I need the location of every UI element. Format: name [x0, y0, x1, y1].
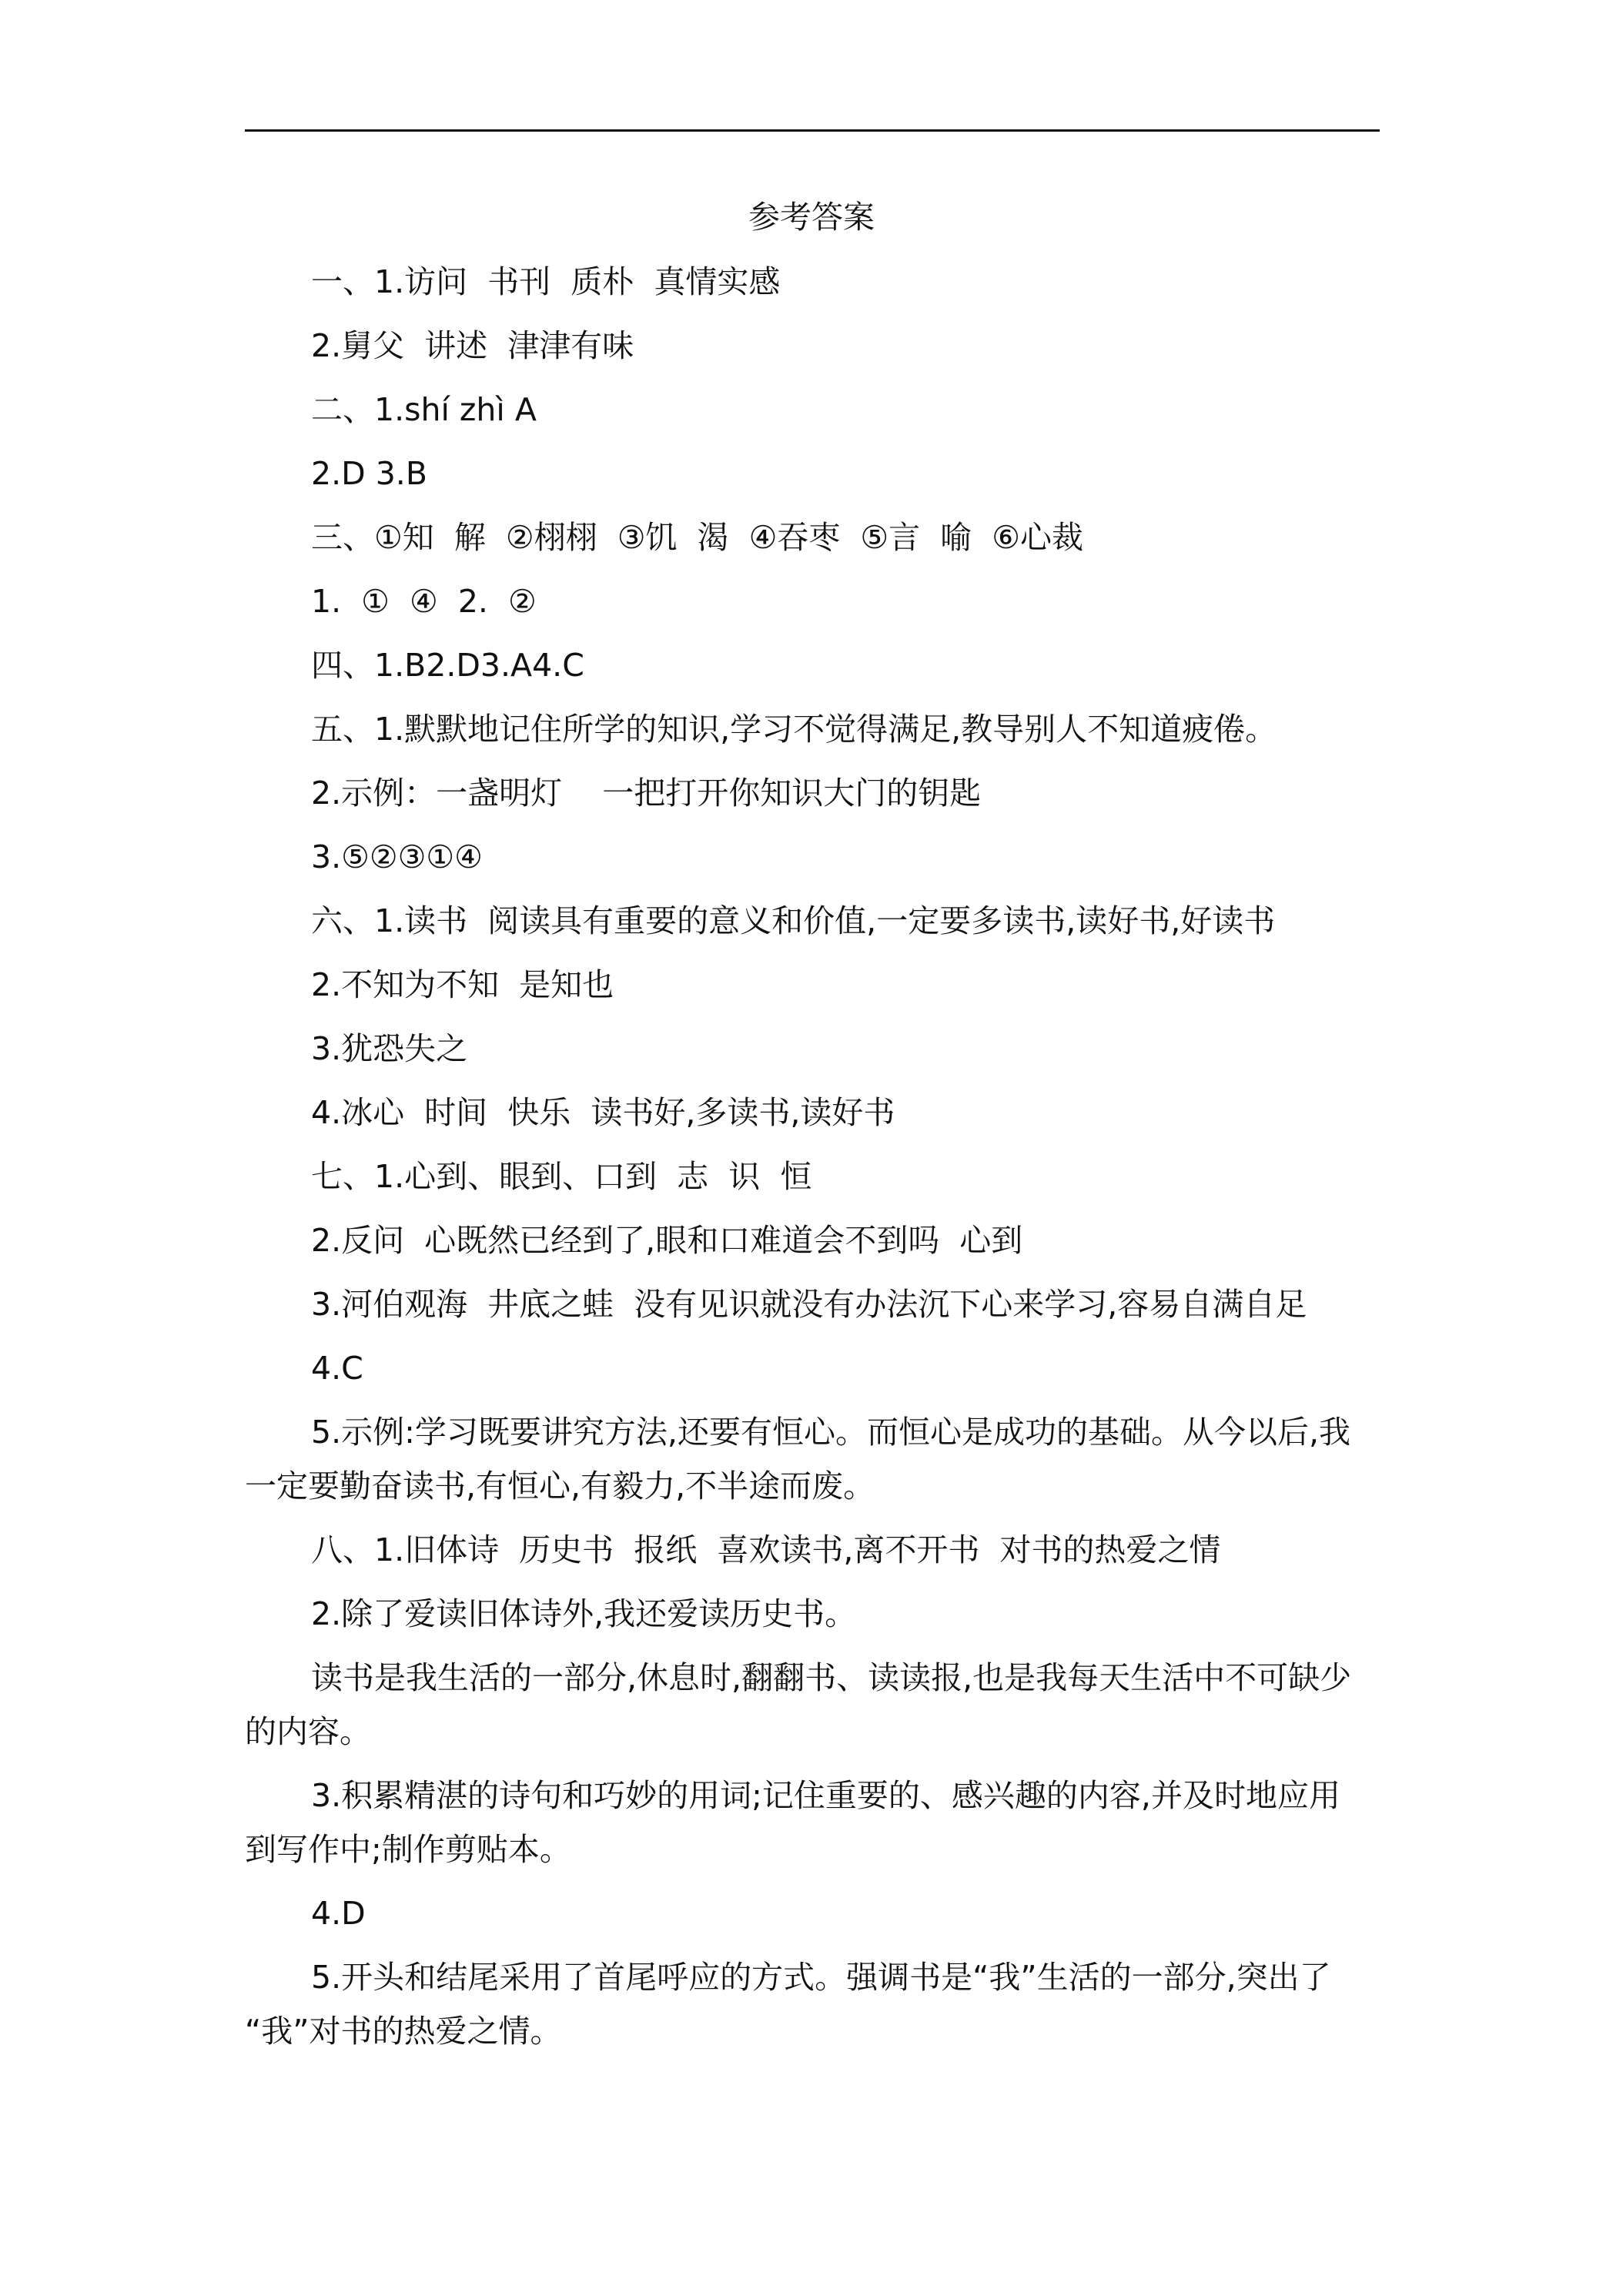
answer-line: 一、1.访问 书刊 质朴 真情实感 — [311, 263, 781, 300]
answer-line: 2.示例：一盏明灯 一把打开你知识大门的钥匙 — [311, 775, 982, 812]
answer-line-continuation: 的内容。 — [245, 1713, 371, 1750]
answer-line: 八、1.旧体诗 历史书 报纸 喜欢读书,离不开书 对书的热爱之情 — [311, 1531, 1221, 1568]
answer-line: 二、1.shí zhì A — [311, 391, 537, 428]
answer-line-continuation: 到写作中;制作剪贴本。 — [245, 1831, 571, 1868]
answer-line: 五、1.默默地记住所学的知识,学习不觉得满足,教导别人不知道疲倦。 — [311, 711, 1277, 748]
answer-line: 读书是我生活的一部分,休息时,翻翻书、读读报,也是我每天生活中不可缺少 — [311, 1659, 1352, 1696]
answer-list — [245, 259, 1380, 2072]
answer-line-continuation: “我”对书的热爱之情。 — [245, 2013, 562, 2050]
answer-line: 2.除了爱读旧体诗外,我还爱读历史书。 — [311, 1595, 857, 1632]
answer-line: 4.D — [311, 1895, 366, 1932]
answer-line: 三、①知 解 ②栩栩 ③饥 渴 ④吞枣 ⑤言 喻 ⑥心裁 — [311, 519, 1084, 556]
page-title: 参考答案 — [748, 199, 875, 236]
answer-line: 2.D 3.B — [311, 455, 427, 492]
answer-line: 3.积累精湛的诗句和巧妙的用词;记住重要的、感兴趣的内容,并及时地应用 — [311, 1777, 1340, 1814]
answer-line: 七、1.心到、眼到、口到 志 识 恒 — [311, 1158, 812, 1195]
answer-line: 2.反问 心既然已经到了,眼和口难道会不到吗 心到 — [311, 1222, 1023, 1259]
answer-line: 3.河伯观海 井底之蛙 没有见识就没有办法沉下心来学习,容易自满自足 — [311, 1286, 1307, 1323]
answer-line: 1. ① ④ 2. ② — [311, 583, 537, 620]
answer-line-continuation: 一定要勤奋读书,有恒心,有毅力,不半途而废。 — [245, 1468, 875, 1504]
answer-line: 5.开头和结尾采用了首尾呼应的方式。强调书是“我”生活的一部分,突出了 — [311, 1959, 1331, 1996]
answer-line: 4.C — [311, 1350, 363, 1387]
answer-line: 5.示例:学习既要讲究方法,还要有恒心。而恒心是成功的基础。从今以后,我 — [311, 1414, 1350, 1451]
answer-line: 3.⑤②③①④ — [311, 838, 483, 875]
answer-line: 2.舅父 讲述 津津有味 — [311, 327, 634, 364]
header-rule — [245, 129, 1380, 132]
answer-line: 六、1.读书 阅读具有重要的意义和价值,一定要多读书,读好书,好读书 — [311, 902, 1276, 939]
answer-line: 4.冰心 时间 快乐 读书好,多读书,读好书 — [311, 1094, 895, 1131]
answer-line: 四、1.B2.D3.A4.C — [311, 647, 584, 684]
answer-line: 2.不知为不知 是知也 — [311, 966, 614, 1003]
answer-line: 3.犹恐失之 — [311, 1030, 468, 1067]
